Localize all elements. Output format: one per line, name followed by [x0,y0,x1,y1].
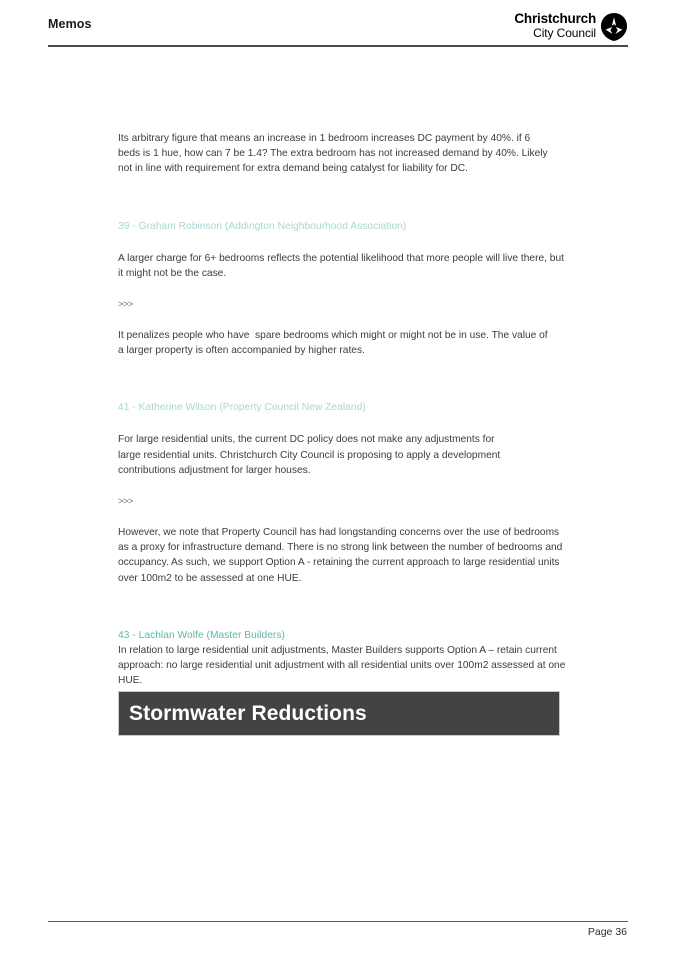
submission-separator: >>> [118,299,133,311]
council-emblem-icon [601,13,627,41]
page-number: Page 36 [587,926,627,938]
document-body [118,131,570,688]
spacer [118,281,570,298]
submission-paragraph: In relation to large residential unit adjustments, Master Builders supports Option A – retain current approach: no large residential unit adjustment with all residential units over 100m2 assessed at one HUE. [118,644,569,687]
brand-wordmark [514,12,596,40]
section-banner [118,691,560,736]
spacer [118,415,570,432]
brand-line-christchurch: Christchurch [514,11,596,26]
spacer [118,478,570,495]
section-banner-title: Stormwater Reductions [129,701,367,725]
spacer [118,508,570,525]
submission-paragraph: For large residential units, the current DC policy does not make any adjustments for large residential units. Christchurch City Council is proposing to apply a development contributions adjustment for larger houses. [118,434,504,476]
spacer [118,234,570,251]
submission-speaker: 43 - Lachlan Wolfe (Master Builders) [118,629,285,641]
submission-block [118,400,570,585]
submission-paragraph: A larger charge for 6+ bedrooms reflects the potential likelihood that more people will live there, but it might not be the case. [118,252,567,279]
submission-block [118,219,570,359]
spacer [118,586,570,628]
brand-line-city-council: City Council [533,25,596,40]
spacer [118,177,570,219]
submission-block [118,628,570,689]
intro-paragraph: Its arbitrary figure that means an increase in 1 bedroom increases DC payment by 40%. if 6 beds is 1 hue, how can 7 be 1.4? The extra bedroom has not increased demand by 40%. Likely not in line with requirement for extra demand being catalyst for liability for DC. [118,133,551,175]
spacer [118,358,570,400]
submission-speaker: 41 - Katherine Wilson (Property Council New Zealand) [118,402,366,414]
christchurch-city-council-logo [514,12,627,41]
header-divider [48,45,628,47]
page-header [0,0,675,48]
submission-paragraph: However, we note that Property Council has had longstanding concerns over the use of bedrooms as a proxy for infrastructure demand. There is no strong link between the number of bedrooms and occupancy. As such, we support Option A - retaining the current approach to large residential units over 100m2 to be assessed at one HUE. [118,527,566,584]
page-title: Memos [48,17,92,31]
submission-paragraph: It penalizes people who have spare bedrooms which might or might not be in use. The value of a larger property is often accompanied by higher rates. [118,330,551,357]
submission-speaker: 39 - Graham Robinson (Addington Neighbourhood Association) [118,220,407,232]
footer-divider [48,921,628,922]
spacer [118,311,570,328]
submission-separator: >>> [118,496,133,508]
